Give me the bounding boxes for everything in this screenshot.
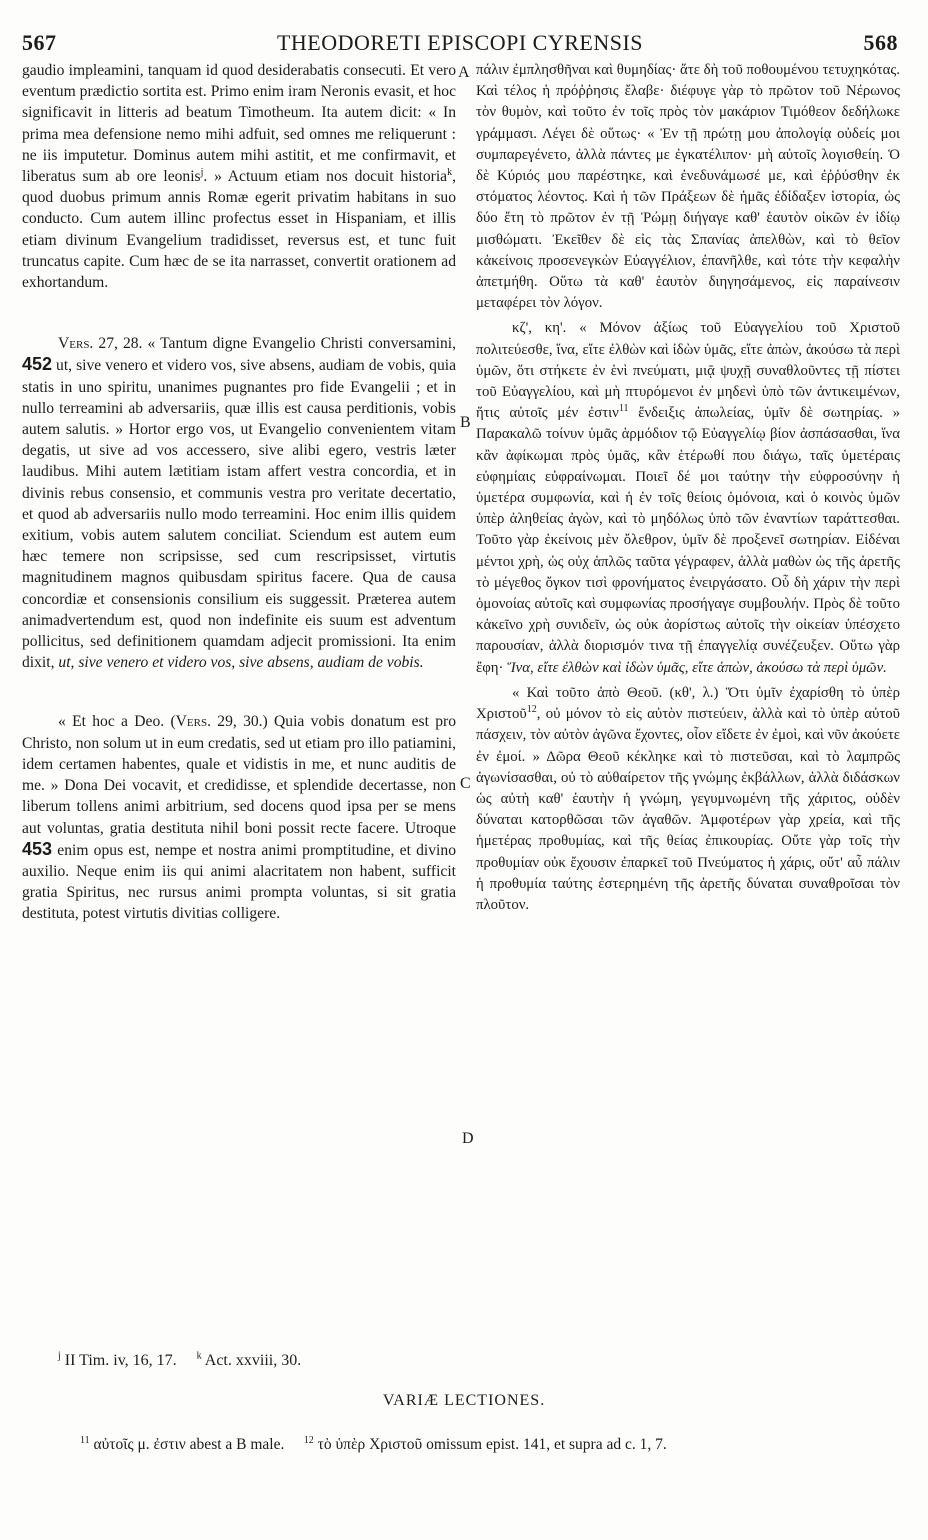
footnote-mark-j: j bbox=[58, 1350, 61, 1362]
footnote-ref-k: k bbox=[447, 166, 453, 178]
greek-text: κζ', κη'. « Μόνον ἀξίως τοῦ Εὐαγγελίου τοῦ Χριστοῦ πολιτεύεσθε, ἵνα, εἴτε ἐλθὼν καὶ ἰδὼν ὑμᾶς, εἴτε ἀπὼν, ἀκούσω τὰ περὶ ὑμῶν, ὅτι στήκετε ἐν ἑνὶ πνεύματι, μιᾷ ψυχῇ συναθλοῦντες τῇ πίστει τοῦ Εὐαγγελίου, καὶ μὴ πτυρόμενοι ἐν μηδενὶ ὑπὸ τῶν ἀντικειμένων, ἥτις αὐτοῖς μέν ἐστιν bbox=[476, 320, 900, 422]
variant-12: τὸ ὑπὲρ Χριστοῦ omissum epist. 141, et supra ad c. 1, 7. bbox=[313, 1436, 667, 1453]
latin-text: . » Actuum etiam nos docuit historia bbox=[203, 168, 448, 186]
latin-paragraph-3 bbox=[22, 711, 456, 924]
verse-label: Vers. bbox=[175, 713, 211, 731]
variant-mark-12: 12 bbox=[303, 1434, 314, 1446]
footnote-j: II Tim. iv, 16, 17. bbox=[60, 1352, 177, 1369]
running-title: THEODORETI EPISCOPI CYRENSIS bbox=[276, 30, 644, 55]
variae-lectiones-heading: VARIÆ LECTIONES. bbox=[382, 1392, 546, 1409]
greek-paragraph-3 bbox=[476, 683, 900, 916]
footnotes bbox=[58, 1352, 301, 1370]
section-marker-d: D bbox=[462, 1130, 474, 1147]
column-number: 452 bbox=[22, 354, 53, 375]
page-number-left: 567 bbox=[22, 30, 57, 55]
greek-paragraph-2 bbox=[476, 318, 900, 678]
page-number-right: 568 bbox=[863, 30, 898, 55]
greek-column bbox=[476, 60, 900, 916]
latin-text: enim opus est, nempe et nostra animi promptitudine, et divino auxilio. Neque enim iis qui animi alacritatem non habent, sufficit gratia Spiritus, nec rursus animi prompta voluntas, si sit gratia destituta, potest virtutis divitias colligere. bbox=[22, 841, 456, 923]
greek-text: « Καὶ τοῦτο ἀπὸ Θεοῦ. (κθ', λ.) Ὅτι ὑμῖν ἐχαρίσθη τὸ ὑπὲρ Χριστοῦ bbox=[476, 684, 900, 723]
greek-text: πάλιν ἐμπλησθῆναι καὶ θυμηδίας· ἅτε δὴ τοῦ ποθουμένου τετυχηκότας. Καὶ τέλος ἡ πρόῤῥησις ἔλαβε· διέφυγε γὰρ τὸ πρῶτον τοῦ Νέρωνος τὸν θυμὸν, καὶ τοῦτο ἐν τοῖς πρὸς τὸν μακάριον Τιμόθεον δεδήλωκε γράμμασι. Λέγει δὲ οὕτως· « Ἐν τῇ πρώτῃ μου ἀπολογίᾳ οὐδείς μοι συμπαρεγένετο, ἀλλὰ πάντες με ἐγκατέλιπον· μὴ αὐτοῖς λογισθείη. Ὁ δὲ Κύριός μου παρέστηκε, καὶ ἐνεδυνάμωσέ με, καὶ ἐῤῥύσθην ἐκ στόματος λέοντος. Καὶ ἡ τῶν Πράξεων δὲ ἡμᾶς ἐδίδαξεν ἱστορία, ὡς δύο ἔτη τὸ πρῶτον ἐν τῇ Ῥώμῃ διήγαγε καθ' ἑαυτὸν οἰκῶν ἐν ἰδίῳ μισθώματι. Ἐκεῖθεν δὲ εἰς τὰς Σπανίας ἀπελθὼν, καὶ τὸ θεῖον κἀκείνοις προσενεγκὼν Εὐαγγέλιον, ἐπανῆλθε, καὶ τότε τὴν κεφαλὴν ἀπετμήθη. Οὕτω τὰ καθ' ἑαυτὸν διηγησάμενος, εἰς παραίνεσιν μεταφέρει τὸν λόγον. bbox=[476, 62, 900, 312]
latin-text: « Tantum digne Evangelio Christi conversamini, bbox=[142, 335, 456, 353]
latin-text: , quod duobus primum annis Romæ egerit privatim habitans in suo conducto. Cum autem illinc profectus esset in Hispaniam, et illis etiam divinum Evangelium tradidisset, reversus est, et tunc fuit truncatus capite. Cum hæc de se ita narrasset, convertit orationem ad exhortandum. bbox=[22, 168, 457, 292]
column-number: 453 bbox=[22, 838, 53, 859]
variant-mark-11: 11 bbox=[80, 1434, 90, 1446]
latin-paragraph-1 bbox=[22, 60, 456, 293]
greek-paragraph-1 bbox=[476, 60, 900, 314]
variant-ref-12: 12 bbox=[526, 704, 537, 716]
greek-text: ἔνδειξις ἀπωλείας, ὑμῖν δὲ σωτηρίας. » Παρακαλῶ τοίνυν ὑμᾶς ἁρμόδιον τῷ Εὐαγγελίῳ βίον ἀσπάσασθαι, ἵνα κἂν ἀφίκωμαι πρὸς ὑμᾶς, κἂν ἑτέρωθί που διάγω, ταῖς ὑμετέραις εὐφημίαις εὐφραίνωμαι. Ποιεῖ δέ μοι ταύτην τὴν εὐφροσύνην ἡ ὑμετέρα συμφωνία, καὶ ἡ ἐν τοῖς θείοις ὁμόνοια, καὶ ὁ κοινὸς ὑμῶν ὑπὲρ ἀληθείας ἀγὼν, καὶ τὸ μηδόλως ὑπὸ τῶν ἐναντίων ταράττεσθαι. Τοῦτο γὰρ ἐκείνοις μὲν ὄλεθρον, ὑμῖν δὲ προξενεῖ σωτηρίαν. Εἰδέναι μέντοι χρὴ, ὡς οὐχ ἁπλῶς ταῦτα γέγραφεν, ἀλλὰ μαθὼν ὡς τῆς ἀρετῆς τὸ μέγεθος ὄγκον τισὶ φρονήματος ἐνειργάσατο. Οὗ δὴ χάριν τὴν περὶ ὁμονοίας αὐτοῖς καὶ συμφωνίας προσήγαγε συμβουλήν. Πρὸς δὲ τοῦτο κἀκεῖνο χρὴ συνιδεῖν, ὡς οὐκ ἀορίστως αὐτοῖς τὴν οἰκείαν ὑπέσχετο παρουσίαν, ἀλλὰ διορισμόν τινα τῇ ἐπαγγελίᾳ συνέζευξεν. Οὕτω γὰρ ἔφη· bbox=[476, 405, 900, 676]
latin-text: gaudio impleamini, tanquam id quod desiderabatis consecuti. Et vero eventum prædictio sortita est. Primo enim iram Neronis evasit, et hoc significavit in litteris ad beatum Timotheum. Ita autem dicit: « In prima mea defensione nemo mihi adfuit, sed omnes me reliquerunt : ne iis imputetur. Dominus autem mihi astitit, et me confirmavit, et liberatus sum ab ore leonis bbox=[22, 62, 456, 186]
page-header bbox=[22, 30, 898, 60]
variant-ref-11: 11 bbox=[618, 403, 629, 415]
verse-label: Vers. 27, 28. bbox=[58, 335, 143, 353]
variant-11: αὐτοῖς μ. ἐστιν abest a B male. bbox=[89, 1436, 285, 1453]
section-marker-c: C bbox=[460, 775, 471, 792]
latin-text: ut, sive venero et videro vos, sive absens, audiam de vobis, quia statis in uno spiritu, unanimes pugnantes pro fide Evangelii ; et in nullo terreamini ab adversariis, quæ illis est causa perditionis, vobis autem salutis. » Hortor ergo vos, ut Evangelio convenientem vitam degatis, ut sive ad vos accessero, sive alibi egero, vestris læter laudibus. Mihi autem lætitiam istam affert vestra concordia, et in divinis rebus consensio, et communis vestra pro veritate decertatio, et quod ab adversariis nullo modo terreamini. Hoc enim illis quidem exitium, vobis autem salutem conciliat. Sciendum est autem eum hæc temere non scripsisse, sed cum rescripsisset, virtutis magnitudinem magnos quibusdam spiritus facere. Qua de causa concordiæ et consensionis consilium eis suggessit. Præterea autem animadvertendum est, quod non indefinite eis suum est adventum pollicitus, sed definitionem quamdam adjecit promissioni. Ita enim dixit, bbox=[22, 357, 456, 672]
variae-lectiones bbox=[80, 1436, 667, 1454]
section-marker-a: A bbox=[458, 64, 470, 81]
latin-paragraph-2 bbox=[22, 333, 456, 673]
footnote-mark-k: k bbox=[196, 1350, 202, 1362]
latin-column bbox=[22, 60, 456, 925]
latin-text: « Et hoc a Deo. ( bbox=[58, 713, 176, 731]
latin-text: 29, 30.) Quia vobis donatum est pro Christo, non solum ut in eum credatis, sed ut etiam pro illo patiamini, idem certamen habentes, quale et vidistis in me, et nunc auditis de me. » Dona Dei vocavit, et credidisse, et splendide decertasse, non liberum tollens animi arbitrium, sed docens quod ipsa per se mens aut voluntas, gratia destituta nihil boni possit recte facere. Utroque bbox=[22, 713, 457, 837]
footnote-k: Act. xxviii, 30. bbox=[201, 1352, 302, 1369]
latin-italic-quote: ut, sive venero et videro vos, sive absens, audiam de vobis. bbox=[54, 654, 424, 672]
greek-text: , οὐ μόνον τὸ εἰς αὐτὸν πιστεύειν, ἀλλὰ καὶ τὸ ὑπὲρ αὐτοῦ πάσχειν, τὸν αὐτὸν ἀγῶνα ἔχοντες, οἷον εἴδετε ἐν ἐμοὶ, καὶ νῦν ἀκούετε ἐν ἐμοί. » Δῶρα Θεοῦ κέκληκε καὶ τὸ πιστεῦσαι, καὶ τὸ λαμπρῶς ἀγωνίσασθαι, οὐ τὸ αὐθαίρετον τῆς γνώμης ἐκβάλλων, ἀλλὰ διδάσκων ὡς αὐτὴ καθ' ἑαυτὴν ἡ γνώμη, γεγυμνωμένη τῆς χάριτος, οὐδὲν δύναται κατορθῶσαι τῶν ἀγαθῶν. Ἀμφοτέρων γὰρ χρεία, καὶ τῆς ἡμετέρας προθυμίας, καὶ τῆς θείας ἐπικουρίας. Οὔτε γὰρ τοῖς τὴν προθυμίαν οὐκ ἔχουσιν ἐπαρκεῖ τοῦ Πνεύματος ἡ χάρις, οὔτ' αὖ πάλιν ἡ προθυμία ταύτης ἐστερημένη τῆς ἀρετῆς δύναται συναθροῖσαι τὸν πλοῦτον. bbox=[476, 706, 900, 913]
section-marker-b: B bbox=[460, 414, 471, 431]
greek-italic-quote: Ἵνα, εἴτε ἐλθὼν καὶ ἰδὼν ὑμᾶς, εἴτε ἀπὼν, ἀκούσω τὰ περὶ ὑμῶν. bbox=[503, 659, 887, 676]
footnote-ref-j: j bbox=[200, 166, 204, 178]
